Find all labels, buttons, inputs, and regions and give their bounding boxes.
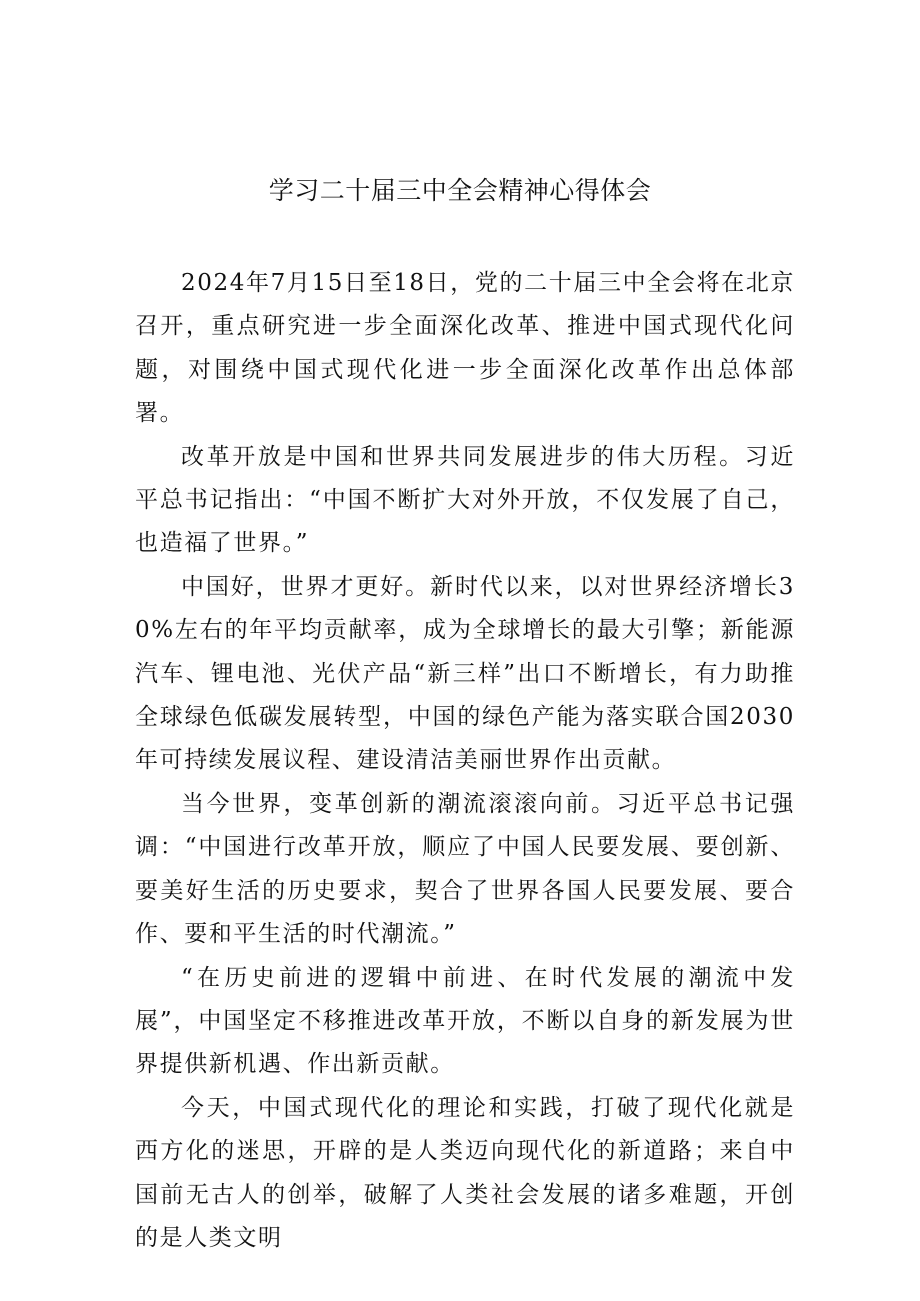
paragraph-4: 当今世界，变革创新的潮流滚滚向前。习近平总书记强调：“中国进行改革开放，顺应了中国人民要发展、要创新、要美好生活的历史要求，契合了世界各国人民要发展、要合作、要和平生活的时代潮流。” bbox=[135, 790, 795, 948]
paragraph-6: 今天，中国式现代化的理论和实践，打破了现代化就是西方化的迷思，开辟的是人类迈向现代化的新道路；来自中国前无古人的创举，破解了人类社会发展的诸多难题，开创的是人类文明 bbox=[135, 1094, 795, 1251]
paragraph-1: 2024年7月15日至18日，党的二十届三中全会将在北京召开，重点研究进一步全面深化改革、推进中国式现代化问题，对围绕中国式现代化进一步全面深化改革作出总体部署。 bbox=[135, 270, 795, 427]
paragraph-5: “在历史前进的逻辑中前进、在时代发展的潮流中发展”，中国坚定不移推进改革开放，不断以自身的新发展为世界提供新机遇、作出新贡献。 bbox=[135, 964, 795, 1078]
paragraph-3: 中国好，世界才更好。新时代以来，以对世界经济增长30%左右的年平均贡献率，成为全球增长的最大引擎；新能源汽车、锂电池、光伏产品“新三样”出口不断增长，有力助推全球绿色低碳发展转型，中国的绿色产能为落实联合国2030年可持续发展议程、建设清洁美丽世界作出贡献。 bbox=[135, 573, 795, 774]
document-body bbox=[135, 262, 795, 1260]
paragraph-2: 改革开放是中国和世界共同发展进步的伟大历程。习近平总书记指出：“中国不断扩大对外开放，不仅发展了自己，也造福了世界。” bbox=[135, 443, 795, 557]
document-title: 学习二十届三中全会精神心得体会 bbox=[268, 176, 652, 205]
